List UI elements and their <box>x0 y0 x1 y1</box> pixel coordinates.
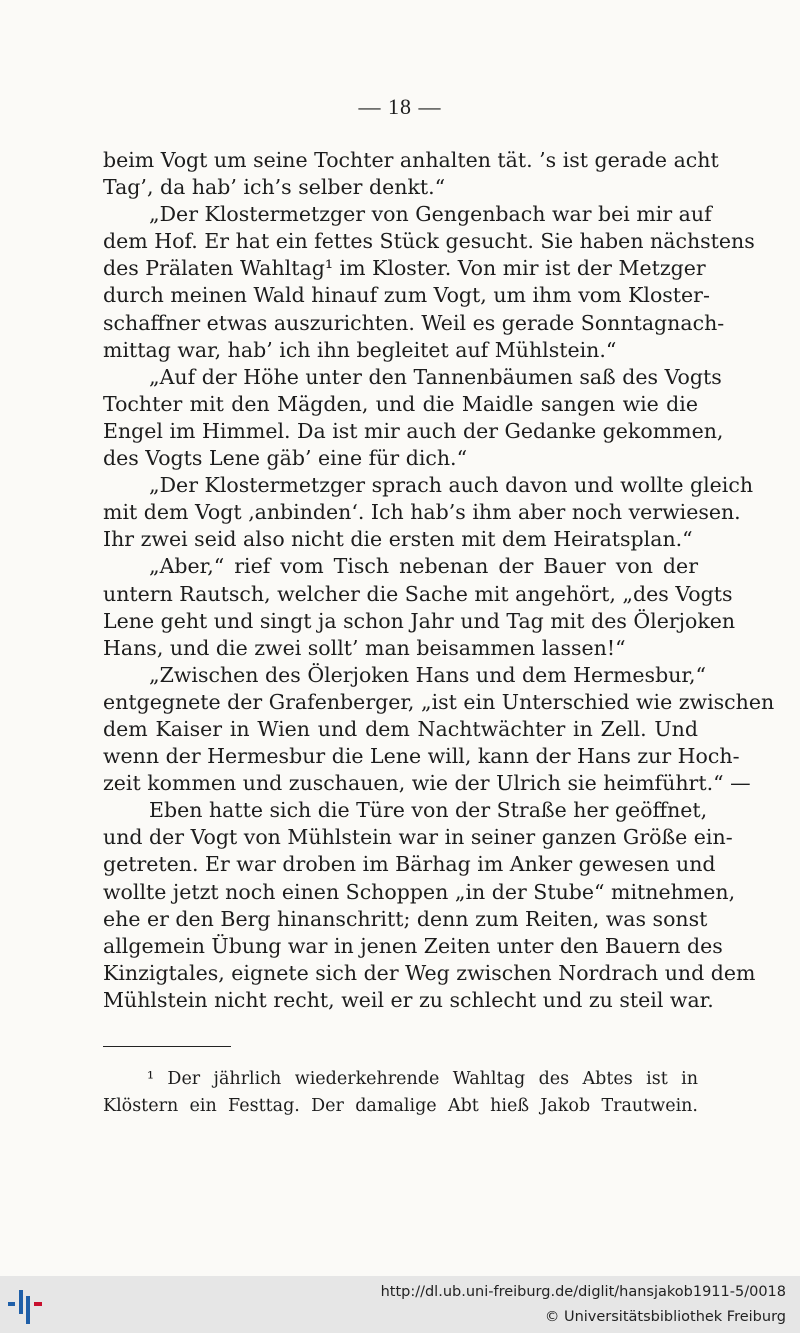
text-line: allgemein Übung war in jenen Zeiten unter den Bauern des <box>103 933 723 958</box>
text-line: wenn der Hermesbur die Lene will, kann der Hans zur Hoch- <box>103 744 740 769</box>
text-line: durch meinen Wald hinauf zum Vogt, um ihm vom Kloster- <box>103 283 710 308</box>
text-line: Tochter mit den Mägden, und die Maidle sangen wie die <box>103 391 698 416</box>
text-line: dem Hof. Er hat ein fettes Stück gesucht. Sie haben nächstens <box>103 229 755 254</box>
text-line: beim Vogt um seine Tochter anhalten tät. ’s ist gerade acht <box>103 148 719 172</box>
text-line: zeit kommen und zuschauen, wie der Ulrich sie heimführt.“ — <box>103 771 751 796</box>
viewer-footer <box>0 1276 800 1333</box>
copyright-text: © Universitätsbibliothek Freiburg <box>544 1309 786 1325</box>
text-line: Eben hatte sich die Türe von der Straße her geöffnet, <box>149 798 708 823</box>
ub-freiburg-logo-icon[interactable] <box>6 1284 46 1326</box>
text-line: Lene geht und singt ja schon Jahr und Tag mit des Ölerjoken <box>103 608 736 633</box>
text-line: Mühlstein nicht recht, weil er zu schlecht und zu steil war. <box>103 987 714 1012</box>
text-line: getreten. Er war droben im Bärhag im Anker gewesen und <box>103 852 716 877</box>
text-line: Ihr zwei seid also nicht die ersten mit dem Heiratsplan.“ <box>103 527 693 552</box>
text-line: „Aber,“ rief vom Tisch nebenan der Bauer von der <box>149 554 698 579</box>
text-line: untern Rautsch, welcher die Sache mit angehört, „des Vogts <box>103 581 733 606</box>
text-line: und der Vogt von Mühlstein war in seiner ganzen Größe ein- <box>103 825 733 850</box>
text-line: dem Kaiser in Wien und dem Nachtwächter in Zell. Und <box>103 716 698 741</box>
text-line: Kinzigtales, eignete sich der Weg zwischen Nordrach und dem <box>103 960 756 985</box>
text-line: ehe er den Berg hinanschritt; denn zum Reiten, was sonst <box>103 906 708 931</box>
text-line: schaffner etwas auszurichten. Weil es gerade Sonntagnach- <box>103 310 725 335</box>
page-number: — 18 — <box>358 94 442 119</box>
footnote-divider <box>103 1046 231 1047</box>
text-line: Tag’, da hab’ ich’s selber denkt.“ <box>103 175 446 200</box>
footnote-line: ¹ Der jährlich wiederkehrende Wahltag des Abtes ist in <box>147 1069 698 1089</box>
text-line: wollte jetzt noch einen Schoppen „in der Stube“ mitnehmen, <box>103 879 736 904</box>
text-line: entgegnete der Grafenberger, „ist ein Unterschied wie zwischen <box>103 689 775 714</box>
text-line: „Zwischen des Ölerjoken Hans und dem Hermesbur,“ <box>149 662 706 687</box>
text-line: des Prälaten Wahltag¹ im Kloster. Von mir ist der Metzger <box>103 256 706 281</box>
text-line: „Auf der Höhe unter den Tannenbäumen saß des Vogts <box>149 364 722 389</box>
source-url-link[interactable]: http://dl.ub.uni-freiburg.de/diglit/hansjakob1911-5/0018 <box>380 1284 786 1300</box>
text-line: „Der Klostermetzger von Gengenbach war bei mir auf <box>149 202 712 227</box>
footnote-line: Klöstern ein Festtag. Der damalige Abt hieß Jakob Trautwein. <box>103 1095 698 1116</box>
text-line: Engel im Himmel. Da ist mir auch der Gedanke gekommen, <box>103 418 724 443</box>
footnote <box>103 1066 698 1119</box>
text-line: mittag war, hab’ ich ihn begleitet auf Mühlstein.“ <box>103 337 617 362</box>
text-line: des Vogts Lene gäb’ eine für dich.“ <box>103 446 468 471</box>
text-line: „Der Klostermetzger sprach auch davon und wollte gleich <box>149 473 754 498</box>
main-text <box>103 147 775 1014</box>
text-line: mit dem Vogt ‚anbinden‘. Ich hab’s ihm aber noch verwiesen. <box>103 500 741 525</box>
text-line: Hans, und die zwei sollt’ man beisammen lassen!“ <box>103 635 626 660</box>
